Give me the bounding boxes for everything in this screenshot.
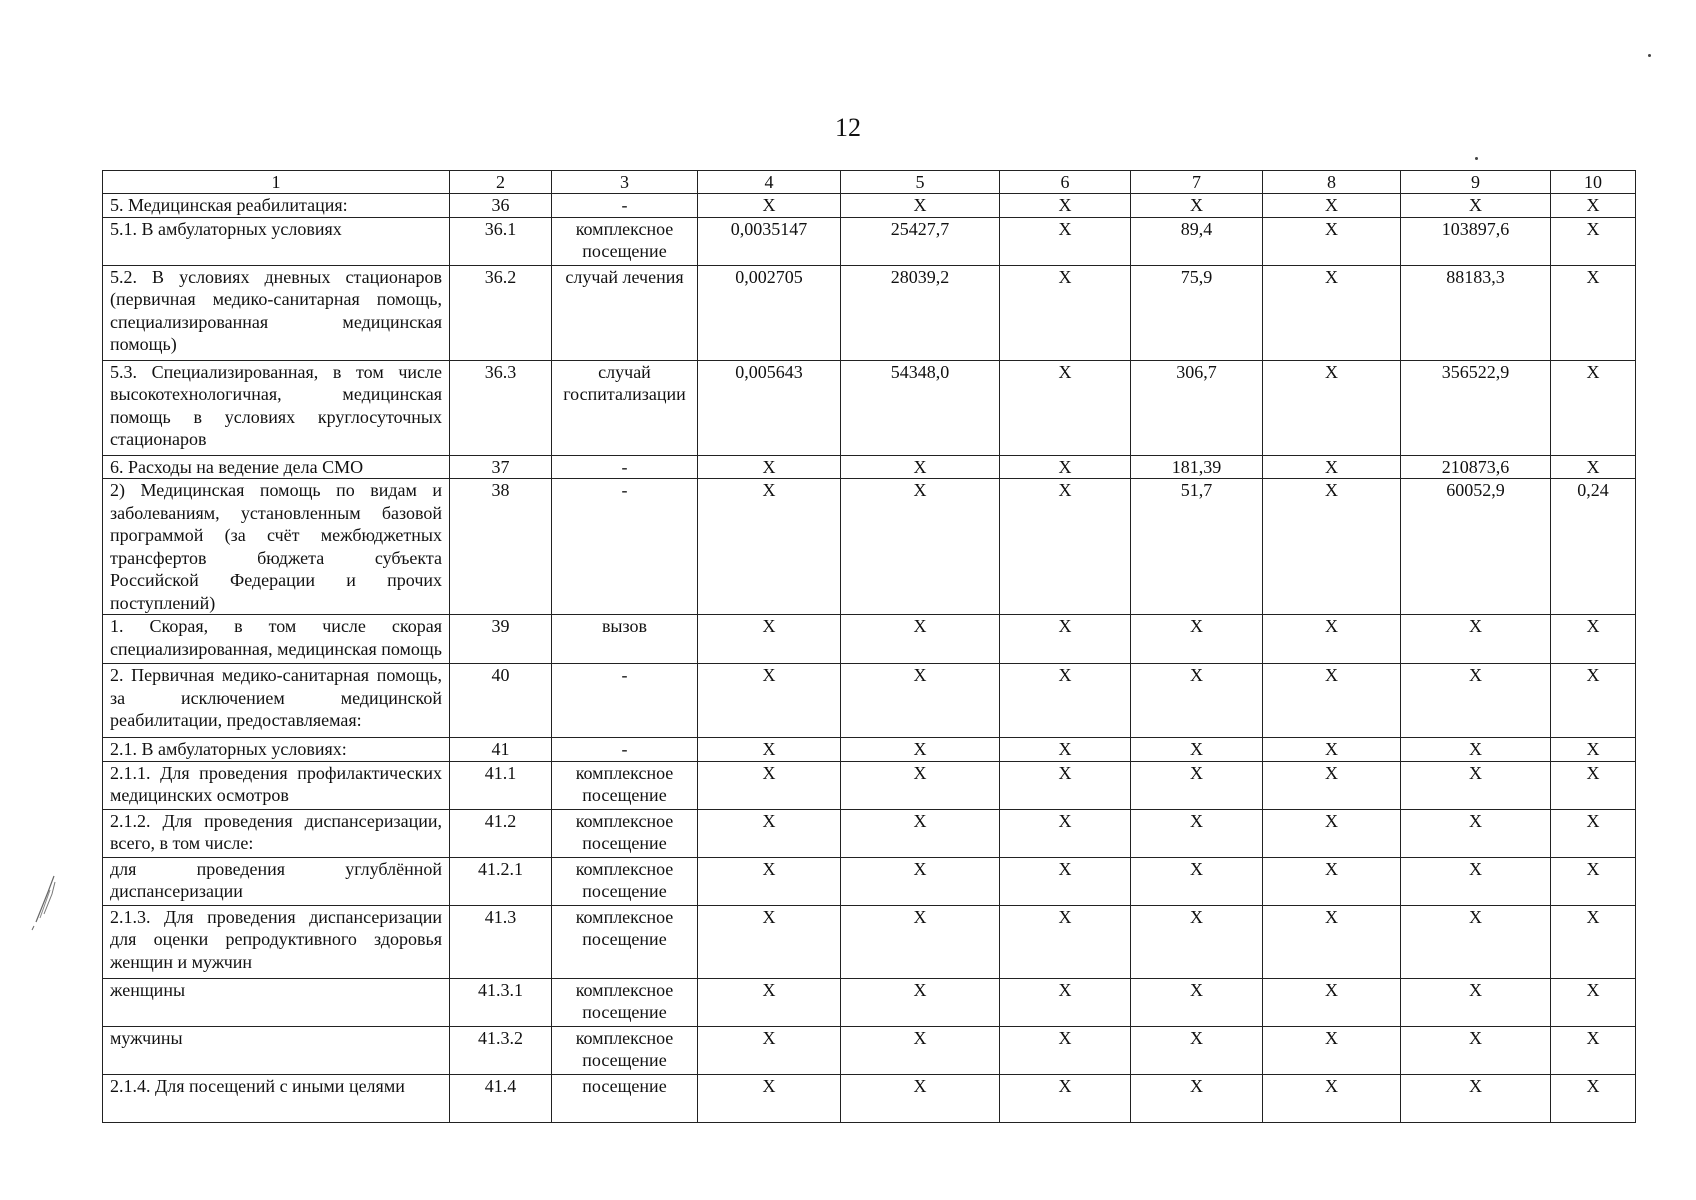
table-row xyxy=(103,265,1636,360)
col9-value: 356522,9 xyxy=(1401,360,1551,455)
col9-value: Х xyxy=(1401,857,1551,905)
col8-value: Х xyxy=(1263,265,1401,360)
col6-value: Х xyxy=(1000,1074,1131,1122)
col8-value: Х xyxy=(1263,194,1401,218)
column-header: 7 xyxy=(1131,171,1263,194)
col6-value: Х xyxy=(1000,455,1131,479)
data-table xyxy=(102,170,1636,1123)
col7-value: Х xyxy=(1131,664,1263,738)
column-header: 2 xyxy=(450,171,552,194)
col9-value: Х xyxy=(1401,905,1551,978)
row-name: 2.1.1. Для проведения профилактических медицинских осмотров xyxy=(103,761,450,809)
col4-value: Х xyxy=(698,857,841,905)
col10-value: Х xyxy=(1551,615,1636,664)
row-name: 5.2. В условиях дневных стационаров (первичная медико-санитарная помощь, специализированная медицинская помощь) xyxy=(103,265,450,360)
row-unit: комплексное посещение xyxy=(552,857,698,905)
table-row xyxy=(103,217,1636,265)
col4-value: Х xyxy=(698,809,841,857)
col8-value: Х xyxy=(1263,905,1401,978)
row-code: 41.3.1 xyxy=(450,978,552,1026)
col6-value: Х xyxy=(1000,265,1131,360)
column-header: 10 xyxy=(1551,171,1636,194)
col7-value: Х xyxy=(1131,194,1263,218)
row-name: 2.1.2. Для проведения диспансеризации, всего, в том числе: xyxy=(103,809,450,857)
col6-value: Х xyxy=(1000,978,1131,1026)
col7-value: Х xyxy=(1131,1026,1263,1074)
col10-value: Х xyxy=(1551,360,1636,455)
col8-value: Х xyxy=(1263,857,1401,905)
col8-value: Х xyxy=(1263,479,1401,615)
col7-value: Х xyxy=(1131,761,1263,809)
row-unit: комплексное посещение xyxy=(552,905,698,978)
col5-value: Х xyxy=(841,1026,1000,1074)
col10-value: Х xyxy=(1551,1026,1636,1074)
table-row xyxy=(103,615,1636,664)
column-header: 8 xyxy=(1263,171,1401,194)
column-header: 6 xyxy=(1000,171,1131,194)
col10-value: Х xyxy=(1551,809,1636,857)
table-row xyxy=(103,360,1636,455)
col4-value: 0,002705 xyxy=(698,265,841,360)
col5-value: 28039,2 xyxy=(841,265,1000,360)
column-header: 4 xyxy=(698,171,841,194)
row-unit: комплексное посещение xyxy=(552,761,698,809)
row-code: 41.3 xyxy=(450,905,552,978)
table-row xyxy=(103,455,1636,479)
col6-value: Х xyxy=(1000,905,1131,978)
col6-value: Х xyxy=(1000,809,1131,857)
col7-value: Х xyxy=(1131,809,1263,857)
row-unit: - xyxy=(552,738,698,762)
col4-value: 0,0035147 xyxy=(698,217,841,265)
row-unit: - xyxy=(552,194,698,218)
row-code: 36 xyxy=(450,194,552,218)
col10-value: 0,24 xyxy=(1551,479,1636,615)
col10-value: Х xyxy=(1551,217,1636,265)
col6-value: Х xyxy=(1000,738,1131,762)
table-row xyxy=(103,809,1636,857)
col7-value: 51,7 xyxy=(1131,479,1263,615)
col4-value: Х xyxy=(698,1026,841,1074)
col6-value: Х xyxy=(1000,761,1131,809)
row-name: 6. Расходы на ведение дела СМО xyxy=(103,455,450,479)
page-number: 12 xyxy=(835,113,861,142)
table-row xyxy=(103,1074,1636,1122)
row-unit: - xyxy=(552,455,698,479)
col5-value: 54348,0 xyxy=(841,360,1000,455)
scan-speck xyxy=(1648,54,1651,57)
col5-value: Х xyxy=(841,479,1000,615)
col4-value: Х xyxy=(698,664,841,738)
col4-value: Х xyxy=(698,905,841,978)
col10-value: Х xyxy=(1551,978,1636,1026)
row-code: 36.3 xyxy=(450,360,552,455)
row-unit: комплексное посещение xyxy=(552,1026,698,1074)
col7-value: Х xyxy=(1131,905,1263,978)
col4-value: Х xyxy=(698,615,841,664)
row-unit: комплексное посещение xyxy=(552,809,698,857)
col4-value: Х xyxy=(698,479,841,615)
row-unit: посещение xyxy=(552,1074,698,1122)
col10-value: Х xyxy=(1551,857,1636,905)
scan-speck xyxy=(1475,157,1478,160)
col5-value: Х xyxy=(841,455,1000,479)
col6-value: Х xyxy=(1000,615,1131,664)
col6-value: Х xyxy=(1000,664,1131,738)
row-name: 2.1.4. Для посещений с иными целями xyxy=(103,1074,450,1122)
col8-value: Х xyxy=(1263,664,1401,738)
col5-value: 25427,7 xyxy=(841,217,1000,265)
col8-value: Х xyxy=(1263,738,1401,762)
col8-value: Х xyxy=(1263,1026,1401,1074)
col4-value: Х xyxy=(698,978,841,1026)
col4-value: Х xyxy=(698,738,841,762)
pen-mark xyxy=(28,852,68,932)
table-row xyxy=(103,664,1636,738)
col10-value: Х xyxy=(1551,664,1636,738)
row-unit: случай госпитализации xyxy=(552,360,698,455)
row-code: 41.4 xyxy=(450,1074,552,1122)
column-header: 5 xyxy=(841,171,1000,194)
col5-value: Х xyxy=(841,761,1000,809)
col6-value: Х xyxy=(1000,1026,1131,1074)
col10-value: Х xyxy=(1551,1074,1636,1122)
col6-value: Х xyxy=(1000,857,1131,905)
col9-value: Х xyxy=(1401,1026,1551,1074)
col5-value: Х xyxy=(841,1074,1000,1122)
row-unit: комплексное посещение xyxy=(552,978,698,1026)
table-row xyxy=(103,738,1636,762)
col5-value: Х xyxy=(841,615,1000,664)
col9-value: Х xyxy=(1401,194,1551,218)
row-code: 41 xyxy=(450,738,552,762)
col8-value: Х xyxy=(1263,761,1401,809)
col9-value: 60052,9 xyxy=(1401,479,1551,615)
col9-value: Х xyxy=(1401,1074,1551,1122)
col4-value: Х xyxy=(698,1074,841,1122)
header-row xyxy=(103,171,1636,194)
table-row xyxy=(103,479,1636,615)
table-row xyxy=(103,905,1636,978)
row-code: 41.3.2 xyxy=(450,1026,552,1074)
col10-value: Х xyxy=(1551,761,1636,809)
row-name: 2.1.3. Для проведения диспансеризации для оценки репродуктивного здоровья женщин и мужчин xyxy=(103,905,450,978)
row-name: женщины xyxy=(103,978,450,1026)
col4-value: Х xyxy=(698,455,841,479)
col9-value: Х xyxy=(1401,809,1551,857)
col7-value: Х xyxy=(1131,978,1263,1026)
col5-value: Х xyxy=(841,809,1000,857)
col8-value: Х xyxy=(1263,1074,1401,1122)
column-header: 9 xyxy=(1401,171,1551,194)
row-name: 2. Первичная медико-санитарная помощь, за исключением медицинской реабилитации, предоставляемая: xyxy=(103,664,450,738)
col7-value: Х xyxy=(1131,1074,1263,1122)
row-code: 39 xyxy=(450,615,552,664)
row-unit: комплексное посещение xyxy=(552,217,698,265)
col9-value: Х xyxy=(1401,761,1551,809)
row-name: 2) Медицинская помощь по видам и заболеваниям, установленным базовой программой (за счёт межбюджетных трансфертов бюджета субъекта Российской Федерации и прочих поступлений) xyxy=(103,479,450,615)
col4-value: Х xyxy=(698,194,841,218)
col8-value: Х xyxy=(1263,217,1401,265)
col6-value: Х xyxy=(1000,479,1131,615)
col6-value: Х xyxy=(1000,217,1131,265)
col5-value: Х xyxy=(841,194,1000,218)
row-unit: - xyxy=(552,479,698,615)
col7-value: Х xyxy=(1131,857,1263,905)
col7-value: Х xyxy=(1131,738,1263,762)
table-row xyxy=(103,978,1636,1026)
col8-value: Х xyxy=(1263,615,1401,664)
col10-value: Х xyxy=(1551,738,1636,762)
col4-value: 0,005643 xyxy=(698,360,841,455)
col4-value: Х xyxy=(698,761,841,809)
col7-value: Х xyxy=(1131,615,1263,664)
table-row xyxy=(103,761,1636,809)
row-name: 5. Медицинская реабилитация: xyxy=(103,194,450,218)
row-name: 5.3. Специализированная, в том числе высокотехнологичная, медицинская помощь в условиях круглосуточных стационаров xyxy=(103,360,450,455)
col10-value: Х xyxy=(1551,194,1636,218)
col5-value: Х xyxy=(841,905,1000,978)
row-code: 36.2 xyxy=(450,265,552,360)
col5-value: Х xyxy=(841,978,1000,1026)
col7-value: 306,7 xyxy=(1131,360,1263,455)
col10-value: Х xyxy=(1551,455,1636,479)
col9-value: Х xyxy=(1401,978,1551,1026)
col9-value: Х xyxy=(1401,738,1551,762)
col9-value: Х xyxy=(1401,615,1551,664)
col5-value: Х xyxy=(841,857,1000,905)
col7-value: 75,9 xyxy=(1131,265,1263,360)
col7-value: 181,39 xyxy=(1131,455,1263,479)
row-code: 38 xyxy=(450,479,552,615)
row-name: 5.1. В амбулаторных условиях xyxy=(103,217,450,265)
col7-value: 89,4 xyxy=(1131,217,1263,265)
column-header: 3 xyxy=(552,171,698,194)
row-code: 40 xyxy=(450,664,552,738)
col8-value: Х xyxy=(1263,455,1401,479)
row-code: 41.1 xyxy=(450,761,552,809)
col8-value: Х xyxy=(1263,809,1401,857)
row-code: 41.2.1 xyxy=(450,857,552,905)
col9-value: 103897,6 xyxy=(1401,217,1551,265)
col5-value: Х xyxy=(841,738,1000,762)
row-unit: вызов xyxy=(552,615,698,664)
col5-value: Х xyxy=(841,664,1000,738)
col10-value: Х xyxy=(1551,905,1636,978)
col9-value: 88183,3 xyxy=(1401,265,1551,360)
col9-value: Х xyxy=(1401,664,1551,738)
row-code: 37 xyxy=(450,455,552,479)
row-unit: - xyxy=(552,664,698,738)
row-name: 2.1. В амбулаторных условиях: xyxy=(103,738,450,762)
table-row xyxy=(103,1026,1636,1074)
row-name: для проведения углублённой диспансеризации xyxy=(103,857,450,905)
row-name: мужчины xyxy=(103,1026,450,1074)
row-name: 1. Скорая, в том числе скорая специализированная, медицинская помощь xyxy=(103,615,450,664)
col8-value: Х xyxy=(1263,360,1401,455)
row-code: 36.1 xyxy=(450,217,552,265)
col6-value: Х xyxy=(1000,194,1131,218)
column-header: 1 xyxy=(103,171,450,194)
table-row xyxy=(103,857,1636,905)
row-code: 41.2 xyxy=(450,809,552,857)
col6-value: Х xyxy=(1000,360,1131,455)
col9-value: 210873,6 xyxy=(1401,455,1551,479)
row-unit: случай лечения xyxy=(552,265,698,360)
table-row xyxy=(103,194,1636,218)
col8-value: Х xyxy=(1263,978,1401,1026)
col10-value: Х xyxy=(1551,265,1636,360)
